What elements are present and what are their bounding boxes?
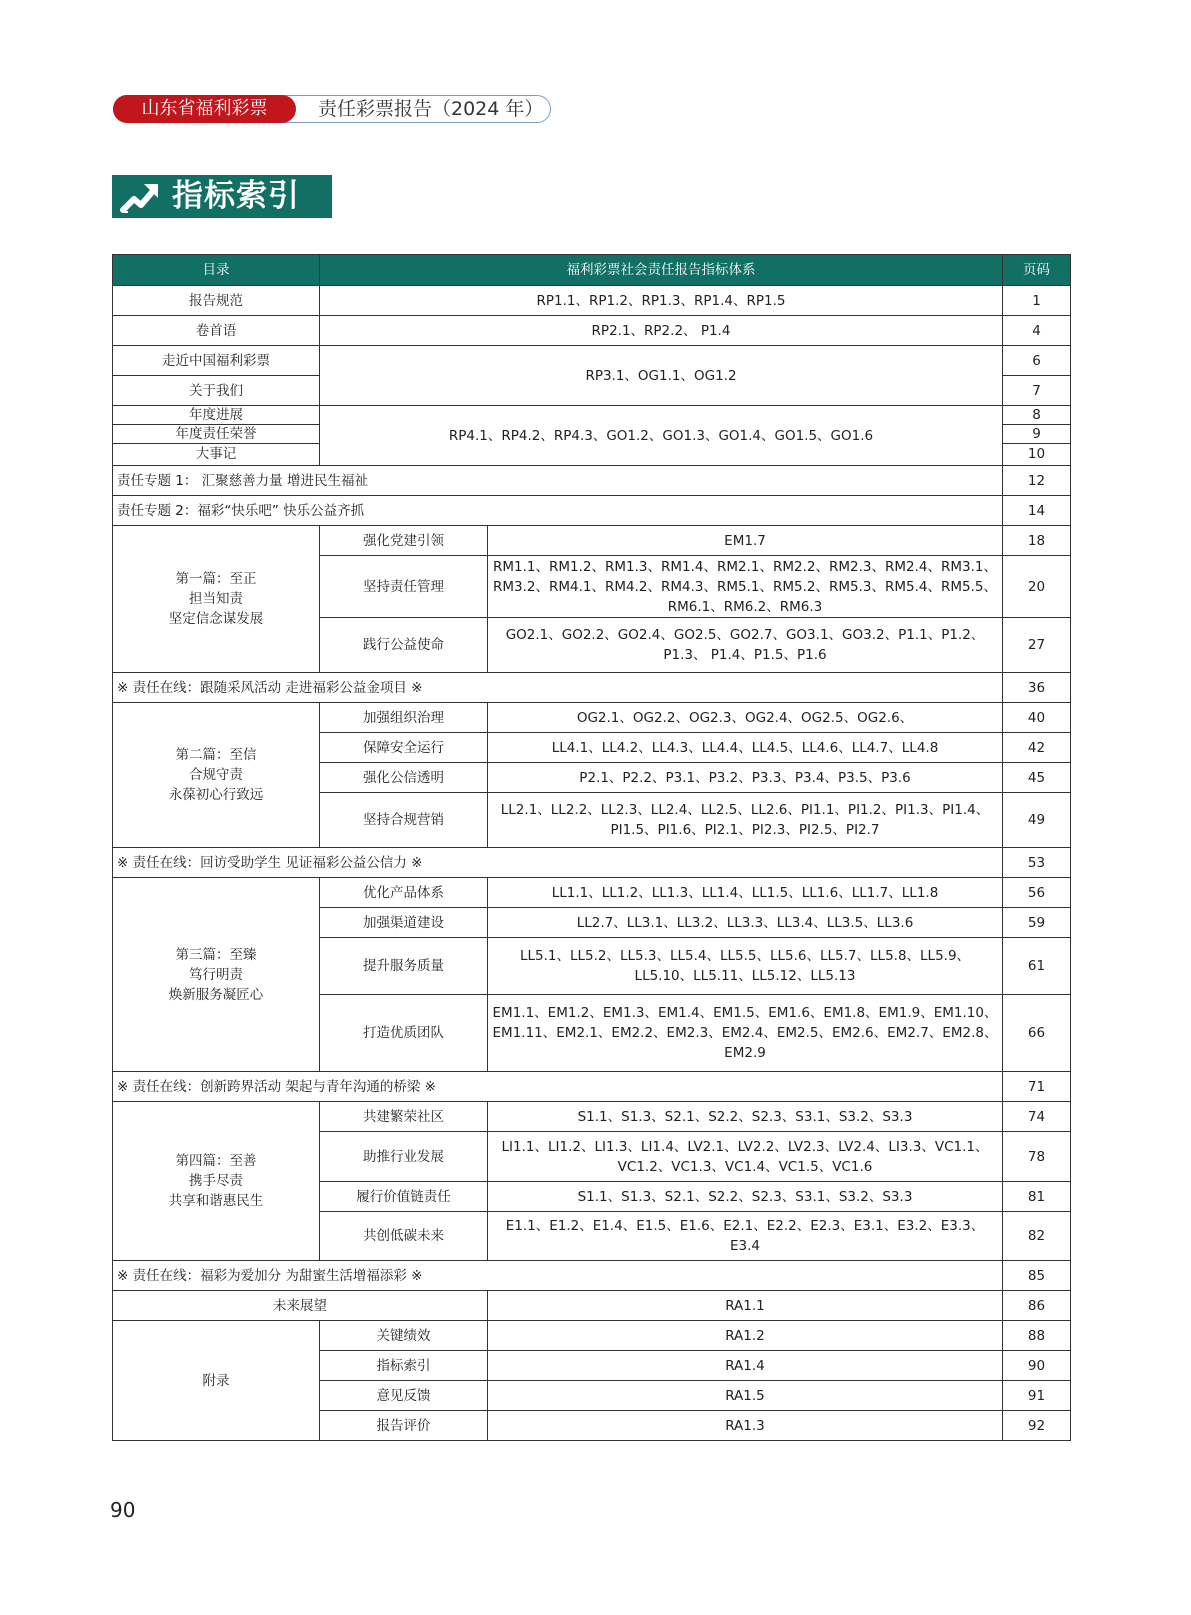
row-sub-label: 提升服务质量 bbox=[320, 938, 488, 995]
row-sub-label: 共建繁荣社区 bbox=[320, 1102, 488, 1132]
row-page: 88 bbox=[1003, 1321, 1071, 1351]
online-row-label: ※ 责任在线：回访受助学生 见证福彩公益公信力 ※ bbox=[113, 848, 1003, 878]
row-index: RA1.1 bbox=[488, 1291, 1003, 1321]
row-page: 14 bbox=[1003, 496, 1071, 526]
row-page: 91 bbox=[1003, 1381, 1071, 1411]
part-title bbox=[113, 1102, 320, 1261]
row-index: RA1.5 bbox=[488, 1381, 1003, 1411]
online-row-label: ※ 责任在线：跟随采风活动 走进福彩公益金项目 ※ bbox=[113, 673, 1003, 703]
part-title-line: 坚定信念谋发展 bbox=[168, 611, 264, 627]
row-index: LI1.1、LI1.2、LI1.3、LI1.4、LV2.1、LV2.2、LV2.3、LV2.4、LI3.3、VC1.1、VC1.2、VC1.3、VC1.4、VC1.5、VC1.6 bbox=[488, 1132, 1003, 1182]
row-index: RP1.1、RP1.2、RP1.3、RP1.4、RP1.5 bbox=[320, 286, 1003, 316]
row-page: 4 bbox=[1003, 316, 1071, 346]
topic-row-label: 责任专题 2：福彩“快乐吧” 快乐公益齐抓 bbox=[113, 496, 1003, 526]
part-title-line: 焕新服务凝匠心 bbox=[168, 986, 264, 1003]
row-index: E1.1、E1.2、E1.4、E1.5、E1.6、E2.1、E2.2、E2.3、E3.1、E3.2、E3.3、E3.4 bbox=[488, 1212, 1003, 1261]
online-row-label: ※ 责任在线：福彩为爱加分 为甜蜜生活增福添彩 ※ bbox=[113, 1261, 1003, 1291]
row-sub-label: 意见反馈 bbox=[320, 1381, 488, 1411]
brand-label: 山东省福利彩票 bbox=[113, 95, 296, 123]
row-page: 8 bbox=[1003, 406, 1071, 425]
row-page: 1 bbox=[1003, 286, 1071, 316]
row-index: LL2.1、LL2.2、LL2.3、LL2.4、LL2.5、LL2.6、PI1.1、PI1.2、PI1.3、PI1.4、PI1.5、PI1.6、PI2.1、PI2.3、PI2.5、PI2.7 bbox=[488, 793, 1003, 848]
row-sub-label: 践行公益使命 bbox=[320, 618, 488, 673]
row-index: RP2.1、RP2.2、 P1.4 bbox=[320, 316, 1003, 346]
table-row bbox=[113, 1261, 1071, 1291]
row-page: 78 bbox=[1003, 1132, 1071, 1182]
table-row bbox=[113, 496, 1071, 526]
row-index: EM1.7 bbox=[488, 526, 1003, 556]
table-row bbox=[113, 1321, 1071, 1351]
row-index: RP4.1、RP4.2、RP4.3、GO1.2、GO1.3、GO1.4、GO1.5、GO1.6 bbox=[320, 406, 1003, 466]
part-title-line: 担当知责 bbox=[189, 591, 243, 607]
index-table bbox=[112, 254, 1071, 1441]
part-title-line: 共享和谐惠民生 bbox=[168, 1193, 264, 1209]
report-title: 责任彩票报告（2024 年） bbox=[318, 98, 544, 120]
part-title-line: 第一篇：至正 bbox=[175, 571, 257, 587]
row-sub-label: 报告评价 bbox=[320, 1411, 488, 1441]
table-row bbox=[113, 1291, 1071, 1321]
table-row bbox=[113, 848, 1071, 878]
table-row bbox=[113, 526, 1071, 556]
topic-row-label: 责任专题 1： 汇聚慈善力量 增进民生福祉 bbox=[113, 466, 1003, 496]
row-page: 42 bbox=[1003, 733, 1071, 763]
row-index: P2.1、P2.2、P3.1、P3.2、P3.3、P3.4、P3.5、P3.6 bbox=[488, 763, 1003, 793]
row-index: S1.1、S1.3、S2.1、S2.2、S2.3、S3.1、S3.2、S3.3 bbox=[488, 1102, 1003, 1132]
row-page: 7 bbox=[1003, 376, 1071, 406]
row-page: 9 bbox=[1003, 425, 1071, 444]
row-page: 6 bbox=[1003, 346, 1071, 376]
row-label: 年度责任荣誉 bbox=[113, 425, 320, 444]
row-index: RA1.2 bbox=[488, 1321, 1003, 1351]
row-index: GO2.1、GO2.2、GO2.4、GO2.5、GO2.7、GO3.1、GO3.2、P1.1、P1.2、P1.3、 P1.4、P1.5、P1.6 bbox=[488, 618, 1003, 673]
section-banner bbox=[112, 175, 332, 218]
row-page: 82 bbox=[1003, 1212, 1071, 1261]
row-index: LL2.7、LL3.1、LL3.2、LL3.3、LL3.4、LL3.5、LL3.6 bbox=[488, 908, 1003, 938]
row-page: 71 bbox=[1003, 1072, 1071, 1102]
part-title bbox=[113, 703, 320, 848]
row-sub-label: 加强组织治理 bbox=[320, 703, 488, 733]
row-page: 66 bbox=[1003, 995, 1071, 1072]
row-page: 59 bbox=[1003, 908, 1071, 938]
row-page: 20 bbox=[1003, 556, 1071, 618]
part-title-line: 第四篇：至善 bbox=[175, 1153, 257, 1169]
part-title bbox=[113, 526, 320, 673]
row-page: 85 bbox=[1003, 1261, 1071, 1291]
part-title-line: 合规守责 bbox=[189, 767, 243, 783]
row-page: 36 bbox=[1003, 673, 1071, 703]
row-index: LL5.1、LL5.2、LL5.3、LL5.4、LL5.5、LL5.6、LL5.7、LL5.8、LL5.9、LL5.10、LL5.11、LL5.12、LL5.13 bbox=[488, 938, 1003, 995]
row-page: 45 bbox=[1003, 763, 1071, 793]
row-sub-label: 优化产品体系 bbox=[320, 878, 488, 908]
header-index-system: 福利彩票社会责任报告指标体系 bbox=[320, 255, 1003, 286]
row-index: RA1.3 bbox=[488, 1411, 1003, 1441]
section-title: 指标索引 bbox=[172, 178, 300, 214]
table-row bbox=[113, 286, 1071, 316]
row-sub-label: 坚持合规营销 bbox=[320, 793, 488, 848]
row-label: 报告规范 bbox=[113, 286, 320, 316]
table-row bbox=[113, 1102, 1071, 1132]
row-page: 18 bbox=[1003, 526, 1071, 556]
row-label: 年度进展 bbox=[113, 406, 320, 425]
header-catalog: 目录 bbox=[113, 255, 320, 286]
row-sub-label: 强化公信透明 bbox=[320, 763, 488, 793]
row-page: 90 bbox=[1003, 1351, 1071, 1381]
table-row bbox=[113, 673, 1071, 703]
row-page: 40 bbox=[1003, 703, 1071, 733]
row-sub-label: 指标索引 bbox=[320, 1351, 488, 1381]
row-page: 10 bbox=[1003, 444, 1071, 466]
online-row-label: ※ 责任在线：创新跨界活动 架起与青年沟通的桥梁 ※ bbox=[113, 1072, 1003, 1102]
row-page: 27 bbox=[1003, 618, 1071, 673]
row-page: 74 bbox=[1003, 1102, 1071, 1132]
row-index: RA1.4 bbox=[488, 1351, 1003, 1381]
row-page: 92 bbox=[1003, 1411, 1071, 1441]
row-sub-label: 关键绩效 bbox=[320, 1321, 488, 1351]
part-title-line: 第三篇：至臻 bbox=[175, 946, 257, 963]
part-title bbox=[113, 878, 320, 1072]
row-index: RP3.1、OG1.1、OG1.2 bbox=[320, 346, 1003, 406]
row-label: 未来展望 bbox=[113, 1291, 488, 1321]
row-sub-label: 履行价值链责任 bbox=[320, 1182, 488, 1212]
row-sub-label: 保障安全运行 bbox=[320, 733, 488, 763]
table-row bbox=[113, 406, 1071, 425]
row-sub-label: 助推行业发展 bbox=[320, 1132, 488, 1182]
trend-up-arrow-icon bbox=[120, 180, 160, 214]
table-row bbox=[113, 346, 1071, 376]
row-index: OG2.1、OG2.2、OG2.3、OG2.4、OG2.5、OG2.6、 bbox=[488, 703, 1003, 733]
row-sub-label: 打造优质团队 bbox=[320, 995, 488, 1072]
row-page: 61 bbox=[1003, 938, 1071, 995]
row-label: 卷首语 bbox=[113, 316, 320, 346]
table-row bbox=[113, 878, 1071, 908]
row-page: 53 bbox=[1003, 848, 1071, 878]
row-label: 大事记 bbox=[113, 444, 320, 466]
row-page: 86 bbox=[1003, 1291, 1071, 1321]
table-row bbox=[113, 316, 1071, 346]
row-label: 走近中国福利彩票 bbox=[113, 346, 320, 376]
page-number: 90 bbox=[110, 1498, 136, 1522]
row-label: 关于我们 bbox=[113, 376, 320, 406]
table-row bbox=[113, 1072, 1071, 1102]
table-row bbox=[113, 466, 1071, 496]
row-page: 49 bbox=[1003, 793, 1071, 848]
row-sub-label: 强化党建引领 bbox=[320, 526, 488, 556]
part-title-line: 携手尽责 bbox=[189, 1173, 243, 1189]
header-page: 页码 bbox=[1003, 255, 1071, 286]
row-index: RM1.1、RM1.2、RM1.3、RM1.4、RM2.1、RM2.2、RM2.3、RM2.4、RM3.1、RM3.2、RM4.1、RM4.2、RM4.3、RM5.1、RM5.2、RM5.3、RM5.4、RM5.5、RM6.1、RM6.2、RM6.3 bbox=[488, 556, 1003, 618]
appendix-title: 附录 bbox=[113, 1321, 320, 1441]
part-title-line: 永葆初心行致远 bbox=[168, 787, 264, 803]
part-title-line: 第二篇：至信 bbox=[175, 747, 257, 763]
row-page: 12 bbox=[1003, 466, 1071, 496]
row-index: S1.1、S1.3、S2.1、S2.2、S2.3、S3.1、S3.2、S3.3 bbox=[488, 1182, 1003, 1212]
table-row bbox=[113, 703, 1071, 733]
row-index: LL4.1、LL4.2、LL4.3、LL4.4、LL4.5、LL4.6、LL4.7、LL4.8 bbox=[488, 733, 1003, 763]
row-sub-label: 加强渠道建设 bbox=[320, 908, 488, 938]
part-title-line: 笃行明责 bbox=[189, 966, 243, 983]
row-index: LL1.1、LL1.2、LL1.3、LL1.4、LL1.5、LL1.6、LL1.7、LL1.8 bbox=[488, 878, 1003, 908]
row-index: EM1.1、EM1.2、EM1.3、EM1.4、EM1.5、EM1.6、EM1.8、EM1.9、EM1.10、EM1.11、EM2.1、EM2.2、EM2.3、EM2.4、EM2.5、EM2.6、EM2.7、EM2.8、EM2.9 bbox=[488, 995, 1003, 1072]
row-sub-label: 共创低碳未来 bbox=[320, 1212, 488, 1261]
row-page: 56 bbox=[1003, 878, 1071, 908]
row-sub-label: 坚持责任管理 bbox=[320, 556, 488, 618]
row-page: 81 bbox=[1003, 1182, 1071, 1212]
table-header-row bbox=[113, 255, 1071, 286]
